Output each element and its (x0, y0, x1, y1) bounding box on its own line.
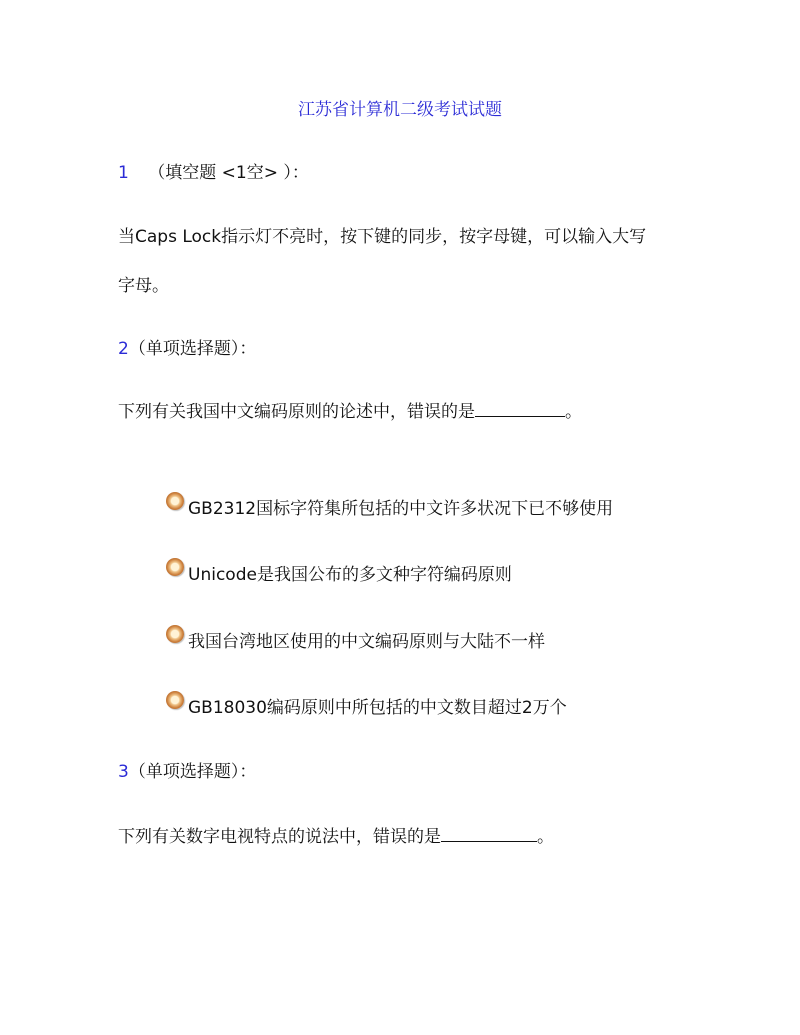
question-stem: 下列有关我国中文编码原则的论述中，错误的是 (118, 402, 475, 422)
question-2-header (118, 338, 256, 360)
option-c[interactable] (166, 631, 545, 653)
radio-icon[interactable] (166, 492, 184, 510)
option-label: GB18030编码原则中所包括的中文数目超过2万个 (188, 698, 567, 718)
question-end: 。 (565, 402, 582, 422)
option-label: GB2312国标字符集所包括的中文许多状况下已不够使用 (188, 499, 614, 519)
answer-blank (441, 827, 537, 842)
question-type: （单项选择题）： (128, 762, 257, 782)
option-a[interactable] (166, 498, 613, 520)
question-type: （单项选择题）： (128, 339, 257, 359)
question-end: 。 (537, 827, 554, 847)
question-stem: 下列有关数字电视特点的说法中，错误的是 (118, 827, 441, 847)
question-2-text (118, 401, 582, 423)
question-number: 2 (118, 339, 129, 359)
question-3-header (118, 761, 256, 783)
question-1-text-line1: 当Caps Lock指示灯不亮时，按下键的同步，按字母键，可以输入大写 (118, 227, 647, 247)
question-1-text-line2: 字母。 (118, 276, 169, 296)
question-number: 3 (118, 762, 129, 782)
option-d[interactable] (166, 697, 567, 719)
question-type: （填空题 <1空> ）： (148, 163, 309, 183)
radio-icon[interactable] (166, 625, 184, 643)
question-3-text (118, 826, 554, 848)
document-title: 江苏省计算机二级考试试题 (298, 100, 502, 120)
question-1-header (118, 162, 309, 184)
answer-blank (475, 402, 565, 417)
option-label: Unicode是我国公布的多文种字符编码原则 (188, 565, 512, 585)
radio-icon[interactable] (166, 558, 184, 576)
option-b[interactable] (166, 564, 512, 586)
option-label: 我国台湾地区使用的中文编码原则与大陆不一样 (188, 632, 545, 652)
question-number: 1 (118, 163, 129, 183)
radio-icon[interactable] (166, 691, 184, 709)
